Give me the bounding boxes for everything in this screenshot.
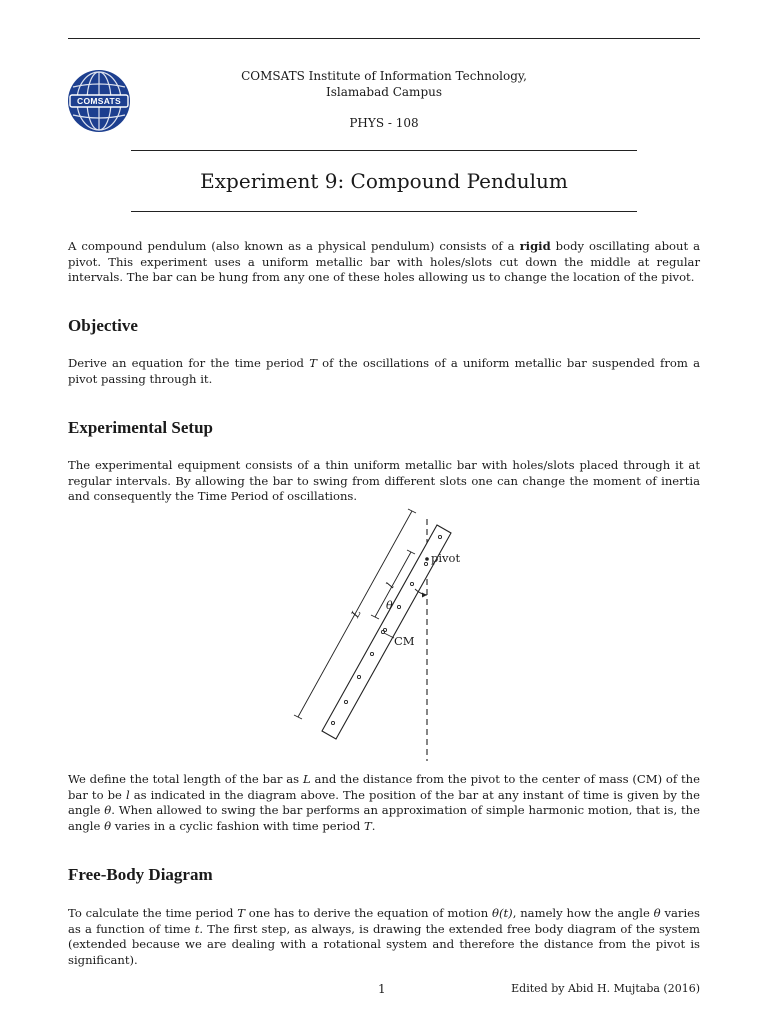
objective-paragraph: Derive an equation for the time period T of the oscillations of a uniform metallic bar suspended from a pivot passing through it.: [68, 356, 701, 386]
definition-paragraph: We define the total length of the bar as L and the distance from the pivot to the center of mass (CM) of the bar to be l as indicated in the diagram above. The position of the bar at any instant of time is given by the angle θ. When allowed to swing the bar performs an approximation of simple harmonic motion, that is, the angle θ varies in a cyclic fashion with time period T.: [68, 772, 700, 833]
footer-credit: Edited by Abid H. Mujtaba (2016): [511, 982, 700, 995]
intro-paragraph: A compound pendulum (also known as a physical pendulum) consists of a rigid body oscillating about a pivot. This experiment uses a uniform metallic bar with holes/slots cut down the middle at regular intervals. The bar can be hung from any one of these holes allowing us to change the location of the pivot.: [68, 239, 700, 284]
theta-label: θ: [386, 599, 393, 612]
course-code: PHYS - 108: [349, 116, 419, 130]
pivot-point: [425, 557, 429, 561]
comsats-logo: [67, 69, 131, 133]
rigid-emphasis: rigid: [519, 239, 551, 253]
campus-name: Islamabad Campus: [325, 85, 443, 99]
compound-pendulum-diagram: [280, 505, 480, 763]
setup-paragraph: The experimental equipment consists of a thin uniform metallic bar with holes/slots placed through it at regular intervals. By allowing the bar to swing from different slots one can change the moment of inertia and consequently the Time Period of oscillations.: [68, 458, 700, 503]
l-tick-bottom: [371, 615, 379, 619]
logo-text: COMSATS: [77, 96, 121, 106]
fbd-paragraph: To calculate the time period T one has to derive the equation of motion θ(t), namely how the angle θ varies as a function of time t. The first step, as always, is drawing the extended free body diagram of the system (extended because we are dealing with a rotational system and therefore the distance from the pivot is significant).: [68, 906, 700, 967]
page-number: 1: [378, 982, 386, 996]
l-label: l: [383, 580, 397, 591]
theta-arrowhead: [422, 593, 427, 598]
fbd-heading: Free-Body Diagram: [68, 865, 213, 884]
title-rule-top: [131, 150, 637, 151]
title-rule-bottom: [131, 211, 637, 212]
pivot-label: pivot: [431, 551, 461, 565]
cm-label: CM: [394, 634, 415, 648]
setup-heading: Experimental Setup: [68, 418, 213, 437]
top-rule: [68, 38, 700, 39]
page-title: Experiment 9: Compound Pendulum: [200, 169, 568, 193]
L-tick-top: [408, 509, 416, 513]
L-tick-bottom: [294, 715, 302, 719]
l-tick-top: [407, 550, 415, 554]
objective-heading: Objective: [68, 316, 138, 335]
institute-name: COMSATS Institute of Information Technology,: [241, 69, 527, 83]
L-label: L: [348, 607, 364, 620]
